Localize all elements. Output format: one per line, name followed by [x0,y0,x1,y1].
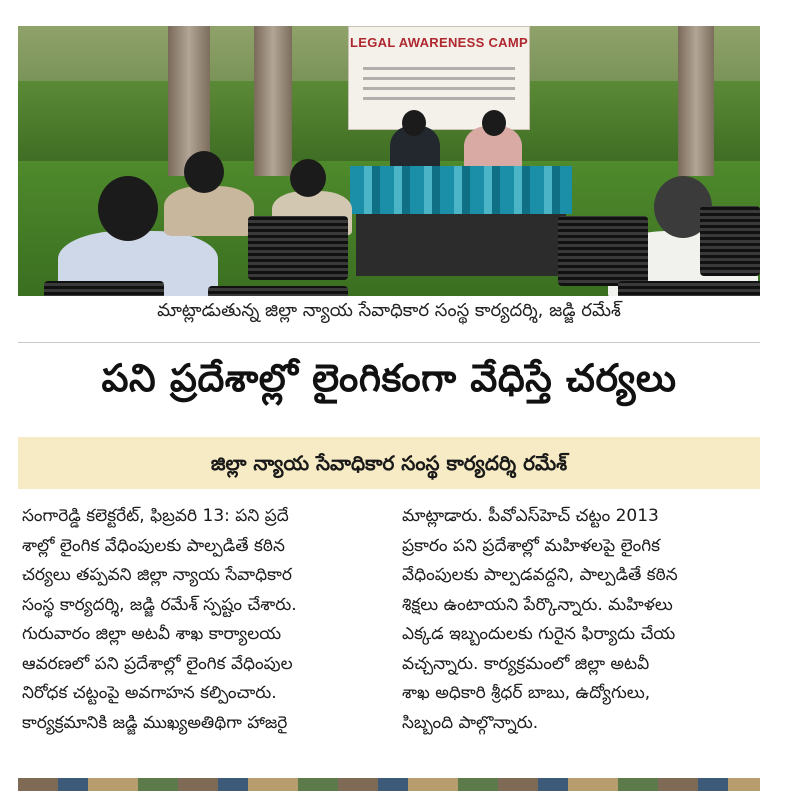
previous-article-fragment [0,0,800,14]
article-line: వేధింపులకు పాల్పడవద్దని, పాల్పడితే కఠిన [402,565,678,585]
article-line: శిక్షలు ఉంటాయని పేర్కొన్నారు. మహిళలు [402,594,673,615]
photo-caption: మాట్లాడుతున్న జిల్లా న్యాయ సేవాధికార సంస్థ కార్యదర్శి, జడ్జి రమేశ్ [157,300,621,321]
article-line: శాఖ అధికారి శ్రీధర్ బాబు, ఉద్యోగులు, [402,683,651,703]
article-column-left [22,502,390,738]
article-line: నిరోధక చట్టంపై అవగాహన కల్పించారు. [22,683,277,703]
article-line: చర్యలు తప్పవని జిల్లా న్యాయ సేవాధికార [22,565,292,585]
caption-divider [18,342,760,343]
article-line: వచ్చన్నారు. కార్యక్రమంలో జిల్లా అటవీ [402,653,650,674]
article-line: కార్యక్రమానికి జడ్జి ముఖ్యఅతిథిగా హాజరై [22,712,288,733]
banner-title: LEGAL AWARENESS CAMP [350,35,528,50]
article-line: సంగారెడ్డి కలెక్టరేట్, ఫిబ్రవరి 13: పని ప్రదే [22,506,289,526]
article-line: ప్రకారం పని ప్రదేశాల్లో మహిళలపై లైంగిక [402,535,661,556]
subheadline: జిల్లా న్యాయ సేవాధికార సంస్థ కార్యదర్శి రమేశ్ [18,437,760,489]
article-line: సిబ్బంది పాల్గొన్నారు. [402,712,539,733]
article-line: గురువారం జిల్లా అటవీ శాఖ కార్యాలయ [22,624,282,644]
news-photo [18,26,760,296]
article-line: మాట్లాడారు. పీవోఎస్‌హెచ్ చట్టం 2013 [402,506,659,526]
article-line: ఎక్కడ ఇబ్బందులకు గురైన ఫిర్యాదు చేయ [402,624,676,644]
article-column-right [402,502,770,738]
next-photo-fragment [18,778,760,791]
article-line: శాల్లో లైంగిక వేధింపులకు పాల్పడితే కఠిన [22,535,285,556]
article-line: సంస్థ కార్యదర్శి, జడ్జి రమేశ్ స్పష్టం చేశారు. [22,594,297,615]
headline: పని ప్రదేశాల్లో లైంగికంగా వేధిస్తే చర్యలు [101,356,677,400]
article-line: ఆవరణలో పని ప్రదేశాల్లో లైంగిక వేధింపుల [22,653,293,674]
head-table [356,166,566,276]
